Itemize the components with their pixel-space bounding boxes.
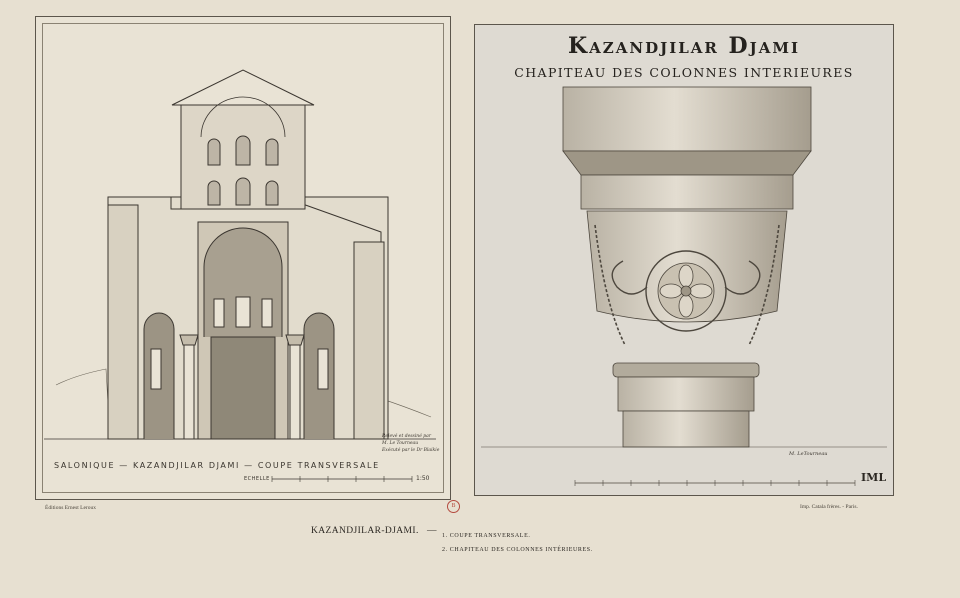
artist-signature: M. LeTourneau (789, 451, 828, 457)
scale-end: 1:50 (416, 475, 430, 482)
capital-drawing (475, 25, 893, 495)
plate-subheading: CHAPITEAU DES COLONNES INTERIEURES (514, 65, 854, 80)
printer-monogram: IML (861, 471, 887, 484)
section-drawing (36, 17, 450, 499)
legend-item: 1. COUPE TRANSVERSALE. (442, 533, 531, 539)
plate-title: KAZANDJILAR-DJAMI. (311, 526, 419, 536)
publisher-credit: Éditions Ernest Leroux (45, 505, 97, 511)
library-stamp: B (447, 500, 460, 513)
scale-label: ECHELLE (244, 476, 270, 482)
section-drawing-plate (35, 16, 451, 500)
capital-drawing-plate (474, 24, 894, 496)
hand-note: Relevé et dessiné par M. Le Tourneau Exécuté par le Dr Blaikie (382, 434, 440, 453)
section-caption: SALONIQUE — KAZANDJILAR DJAMI — COUPE TRANSVERSALE (54, 461, 380, 470)
legend-item: 2. CHAPITEAU DES COLONNES INTÉRIEURES. (442, 547, 593, 553)
printer-credit: Imp. Catala frères. - Paris. (800, 504, 858, 510)
plate-heading: Kazandjilar Djami (568, 33, 800, 59)
plate-title-dash: — (427, 526, 437, 536)
plate-legend (442, 529, 593, 557)
